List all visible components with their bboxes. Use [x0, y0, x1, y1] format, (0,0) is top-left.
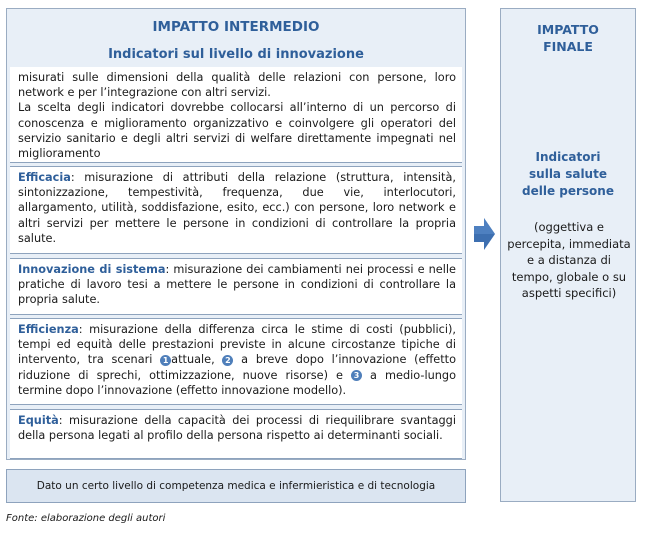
- scenario-2-badge: 2: [222, 355, 233, 366]
- final-impact-title-line-1: IMPATTO: [537, 22, 599, 37]
- equita-term: Equità: [18, 414, 59, 427]
- health-indicators-line-3: delle persone: [522, 184, 614, 198]
- scenario-3-badge: 3: [351, 370, 362, 381]
- competence-box: [6, 469, 466, 503]
- efficienza-text-c: a breve dopo l’innovazione (effetto riduzione di sprechi, ottimizzazione, nuove risorse) e: [18, 353, 456, 382]
- efficacia-text: : misurazione di attributi della relazione (struttura, intensità, sintonizzazione, tempestività, frequenza, due vie, interlocutori, allargamento, utilità, soddisfazione, esito, ecc.) con persone, loro network e altri servizi per mettere le persone in condizioni di controllare la propria salute.: [18, 171, 456, 245]
- health-indicators-description: (oggettiva e percepita, immediata e a distanza di tempo, globale o su aspetti specifici): [507, 220, 631, 300]
- efficienza-text-a: : misurazione della differenza circa le stime di costi (pubblici), tempi ed equità delle prestazioni previste in alcune circostanze tipiche di intervento, tra scenari: [18, 323, 456, 367]
- intro-box: [10, 67, 462, 163]
- equita-text: : misurazione della capacità dei processi di riequilibrare svantaggi della persona legati al profilo della persona rispetto ai determinanti sociali.: [18, 414, 456, 443]
- health-indicators-line-1: Indicatori: [535, 150, 601, 164]
- source-note: Fonte: elaborazione degli autori: [6, 513, 166, 524]
- intermediate-impact-title: IMPATTO INTERMEDIO: [152, 19, 320, 35]
- intro-text-1: misurati sulle dimensioni della qualità delle relazioni con persone, loro network e per l’integrazione con altri servizi.: [18, 71, 456, 100]
- innovazione-text: : misurazione dei cambiamenti nei processi e nelle pratiche di lavoro tesi a mettere le persone in condizioni di controllare la propria salute.: [18, 263, 456, 307]
- scenario-1-badge: 1: [160, 355, 171, 366]
- innovazione-box: [10, 258, 462, 315]
- equita-box: [10, 409, 462, 459]
- efficienza-text-d: a medio-lungo termine dopo l’innovazione (effetto innovazione modello).: [18, 368, 456, 397]
- final-impact-title-line-2: FINALE: [543, 39, 593, 54]
- health-indicators-heading: [501, 149, 635, 200]
- innovazione-term: Innovazione di sistema: [18, 263, 166, 276]
- intermediate-impact-panel: [6, 8, 466, 460]
- efficienza-text-b: attuale,: [171, 353, 223, 367]
- health-indicators-line-2: sulla salute: [529, 167, 607, 181]
- intro-text-2: La scelta degli indicatori dovrebbe collocarsi all’interno di un percorso di conoscenza e miglioramento organizzativo e coinvolgere gli operatori del servizio sanitario e degli altri servizi di welfare direttamente impegnati nel miglioramento: [18, 101, 456, 161]
- final-impact-title: [501, 21, 635, 55]
- competence-text: Dato un certo livello di competenza medica e infermieristica e di tecnologia: [36, 480, 436, 492]
- efficienza-box: [10, 318, 462, 405]
- efficacia-term: Efficacia: [18, 171, 71, 184]
- arrow-right-icon: [474, 216, 496, 252]
- innovation-indicators-subtitle: Indicatori sul livello di innovazione: [108, 47, 364, 62]
- efficienza-term: Efficienza: [18, 323, 79, 336]
- efficacia-box: [10, 166, 462, 254]
- final-impact-panel: [500, 8, 636, 502]
